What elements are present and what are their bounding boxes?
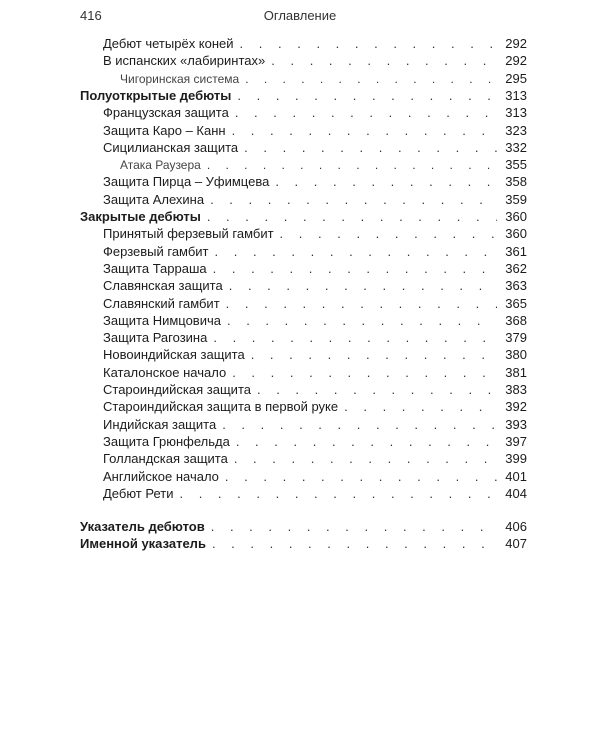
toc-entry-page: 399 bbox=[505, 451, 527, 467]
dot-leader bbox=[274, 225, 497, 242]
toc-entry bbox=[103, 295, 527, 312]
toc-entry-label: Защита Алехина bbox=[103, 191, 205, 207]
toc-entry bbox=[103, 139, 527, 156]
toc-entry-label: Новоиндийская защита bbox=[103, 347, 245, 363]
toc-entry-label: Дебют Рети bbox=[103, 485, 174, 501]
toc-entry-page: 359 bbox=[505, 191, 527, 207]
toc-entry-page: 313 bbox=[505, 87, 527, 103]
toc-entry-page: 379 bbox=[505, 330, 527, 346]
toc-entry-page: 404 bbox=[505, 485, 527, 501]
dot-leader bbox=[219, 468, 497, 485]
toc-entry-label: Французская защита bbox=[103, 105, 229, 121]
toc-entry bbox=[103, 450, 527, 467]
toc-entry-label: Каталонское начало bbox=[103, 364, 227, 380]
dot-leader bbox=[220, 295, 497, 312]
toc-entry-page: 313 bbox=[505, 105, 527, 121]
toc-entry bbox=[80, 87, 527, 104]
toc-entry bbox=[103, 329, 527, 346]
toc-entry-page: 355 bbox=[505, 157, 527, 173]
toc-entry-page: 295 bbox=[505, 70, 527, 86]
toc-entry-label: Атака Раузера bbox=[120, 158, 201, 173]
toc-entry bbox=[103, 416, 527, 433]
toc-entry-page: 323 bbox=[505, 122, 527, 138]
toc-entry bbox=[103, 191, 527, 208]
dot-leader bbox=[226, 122, 497, 139]
page-number: 416 bbox=[80, 8, 102, 23]
toc-entry-label: Голландская защита bbox=[103, 451, 228, 467]
toc-entry-page: 392 bbox=[505, 399, 527, 415]
toc-entry-page: 362 bbox=[505, 260, 527, 276]
toc-entry-page: 383 bbox=[505, 382, 527, 397]
toc-entry-label: Сицилианская защита bbox=[103, 139, 239, 155]
toc-entry-label: Именной указатель bbox=[80, 536, 206, 552]
toc-entry-page: 381 bbox=[505, 364, 527, 380]
toc-entry bbox=[103, 35, 527, 52]
toc-entry-page: 360 bbox=[505, 209, 527, 224]
toc-entry bbox=[103, 346, 527, 363]
dot-leader bbox=[338, 398, 497, 415]
toc-entry-label: Чигоринская система bbox=[120, 71, 240, 86]
toc-entry bbox=[103, 312, 527, 329]
toc-entry-label: Английское начало bbox=[103, 468, 219, 484]
dot-leader bbox=[223, 277, 497, 294]
toc-entry-label: Указатель дебютов bbox=[80, 519, 205, 535]
dot-leader bbox=[229, 104, 497, 121]
toc-entry-label: Защита Тарраша bbox=[103, 260, 207, 276]
dot-leader bbox=[234, 35, 497, 52]
toc-entry-page: 360 bbox=[505, 226, 527, 242]
toc-entry bbox=[103, 260, 527, 277]
dot-leader bbox=[228, 450, 497, 467]
dot-leader bbox=[201, 208, 497, 225]
toc-entry-label: Полуоткрытые дебюты bbox=[80, 87, 232, 103]
toc-entry-label: Защита Каро – Канн bbox=[103, 122, 226, 138]
dot-leader bbox=[207, 329, 497, 346]
dot-leader bbox=[239, 71, 497, 88]
dot-leader bbox=[221, 312, 497, 329]
dot-leader bbox=[204, 191, 497, 208]
toc-entry-page: 292 bbox=[505, 53, 527, 69]
toc-entry-label: Староиндийская защита в первой руке bbox=[103, 399, 339, 415]
toc-entry-page: 365 bbox=[505, 295, 527, 311]
toc-entry-page: 380 bbox=[505, 347, 527, 363]
toc-entry-page: 401 bbox=[505, 468, 527, 484]
toc-entry-label: Староиндийская защита bbox=[103, 382, 251, 397]
running-title: Оглавление bbox=[263, 8, 337, 23]
toc-entry-page: 397 bbox=[505, 433, 527, 449]
toc-entry-page: 393 bbox=[505, 416, 527, 432]
toc-entry bbox=[103, 381, 527, 398]
toc-entry-label: Защита Пирца – Уфимцева bbox=[103, 174, 270, 190]
dot-leader bbox=[173, 485, 497, 502]
toc-entry bbox=[103, 364, 527, 381]
toc-entry bbox=[103, 468, 527, 485]
toc-entry bbox=[120, 156, 527, 173]
toc-entry-label: Защита Грюнфельда bbox=[103, 433, 230, 449]
toc-entry-label: Дебют четырёх коней bbox=[103, 36, 234, 51]
toc-entry-label: Славянский гамбит bbox=[103, 295, 220, 311]
dot-leader bbox=[209, 243, 497, 260]
toc-entry bbox=[103, 225, 527, 242]
toc-entry-label: В испанских «лабиринтах» bbox=[103, 53, 266, 69]
dot-leader bbox=[205, 518, 497, 535]
dot-leader bbox=[251, 381, 497, 398]
dot-leader bbox=[216, 416, 497, 433]
toc-entry bbox=[103, 485, 527, 502]
toc-entry-label: Защита Нимцовича bbox=[103, 312, 221, 328]
toc-entry bbox=[103, 433, 527, 450]
toc-entry bbox=[80, 208, 527, 225]
toc-entry-label: Принятый ферзевый гамбит bbox=[103, 226, 274, 242]
toc-entry-page: 363 bbox=[505, 278, 527, 294]
toc-entry bbox=[103, 52, 527, 69]
toc-entry-page: 358 bbox=[505, 174, 527, 190]
toc-entry-page: 406 bbox=[505, 519, 527, 535]
dot-leader bbox=[201, 157, 497, 174]
toc-entry-page: 407 bbox=[505, 536, 527, 552]
dot-leader bbox=[269, 173, 497, 190]
toc-entry-page: 292 bbox=[505, 36, 527, 51]
toc-entry bbox=[120, 70, 527, 87]
toc-entry bbox=[103, 243, 527, 260]
dot-leader bbox=[245, 346, 497, 363]
toc-entry-label: Защита Рагозина bbox=[103, 330, 208, 346]
toc-entry-page: 332 bbox=[505, 139, 527, 155]
toc-entry bbox=[103, 104, 527, 121]
toc-entry-page: 361 bbox=[505, 243, 527, 259]
toc-entry-page: 368 bbox=[505, 312, 527, 328]
toc-entry-label: Закрытые дебюты bbox=[80, 209, 201, 224]
toc-entry bbox=[103, 173, 527, 190]
dot-leader bbox=[230, 433, 497, 450]
dot-leader bbox=[265, 52, 497, 69]
toc-entry-label: Славянская защита bbox=[103, 278, 223, 294]
dot-leader bbox=[231, 87, 497, 104]
dot-leader bbox=[206, 535, 497, 552]
toc-entry bbox=[103, 398, 527, 415]
toc-entry bbox=[80, 535, 527, 552]
toc-entry bbox=[103, 277, 527, 294]
dot-leader bbox=[207, 260, 497, 277]
toc-entry bbox=[80, 518, 527, 535]
dot-leader bbox=[238, 139, 497, 156]
toc-entry bbox=[103, 122, 527, 139]
toc-entry-label: Ферзевый гамбит bbox=[103, 243, 209, 259]
toc-entry-label: Индийская защита bbox=[103, 416, 217, 432]
dot-leader bbox=[226, 364, 497, 381]
